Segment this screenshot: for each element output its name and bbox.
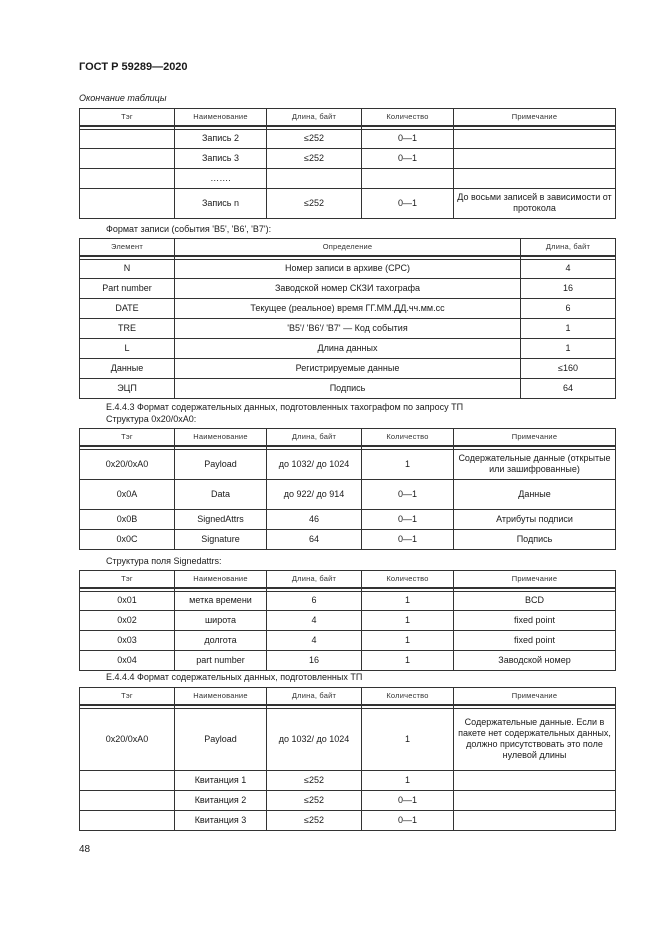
header-cell: Примечание	[454, 688, 616, 705]
header-cell: Примечание	[454, 571, 616, 588]
cell: До восьми записей в зависимости от протокола	[454, 188, 616, 218]
table-row	[80, 509, 616, 529]
cell: 0—1	[362, 509, 454, 529]
cell: до 922/ до 914	[267, 479, 362, 509]
cell	[80, 810, 175, 830]
section-e443-caption: Е.4.4.3 Формат содержательных данных, подготовленных тахографом по запросу ТП	[106, 402, 464, 412]
cell: Data	[175, 479, 267, 509]
header-cell: Тэг	[80, 688, 175, 705]
cell: 0x02	[80, 610, 175, 630]
cell: 0—1	[362, 529, 454, 549]
header-cell: Примечание	[454, 429, 616, 446]
header-cell: Длина, байт	[267, 109, 362, 126]
cell	[454, 770, 616, 790]
table-row	[80, 188, 616, 218]
cell: ≤160	[521, 358, 616, 378]
page-number: 48	[79, 844, 91, 855]
header-cell: Тэг	[80, 429, 175, 446]
cell: 1	[362, 610, 454, 630]
cell: Payload	[175, 449, 267, 479]
table-row	[80, 610, 616, 630]
cell	[454, 168, 616, 188]
table-row	[80, 378, 616, 398]
cell: …….	[175, 168, 267, 188]
header-cell: Примечание	[454, 109, 616, 126]
section-e444-caption: Е.4.4.4 Формат содержательных данных, подготовленных ТП	[106, 672, 363, 682]
cell: ≤252	[267, 188, 362, 218]
cell: 0—1	[362, 129, 454, 148]
cell: 0x03	[80, 630, 175, 650]
cell: 0x20/0xA0	[80, 708, 175, 770]
cell: Signature	[175, 529, 267, 549]
cell: 0x20/0xA0	[80, 449, 175, 479]
cell	[80, 770, 175, 790]
cell: SignedAttrs	[175, 509, 267, 529]
cell	[80, 168, 175, 188]
cell: 1	[362, 630, 454, 650]
cell	[454, 810, 616, 830]
cell: ЭЦП	[80, 378, 175, 398]
table-row	[80, 591, 616, 610]
cell: 0—1	[362, 148, 454, 168]
table-row	[80, 318, 616, 338]
cell: 16	[267, 650, 362, 670]
cell: 1	[362, 708, 454, 770]
cell: 0—1	[362, 188, 454, 218]
table-row	[80, 708, 616, 770]
signedattrs-caption: Структура поля Signedattrs:	[106, 556, 222, 566]
table-row	[80, 650, 616, 670]
cell: Part number	[80, 278, 175, 298]
cell: до 1032/ до 1024	[267, 708, 362, 770]
cell: BCD	[454, 591, 616, 610]
cell	[454, 148, 616, 168]
document-header: ГОСТ Р 59289—2020	[79, 61, 188, 73]
header-cell: Наименование	[175, 109, 267, 126]
cell: 64	[521, 378, 616, 398]
cell: широта	[175, 610, 267, 630]
cell: метка времени	[175, 591, 267, 610]
cell: Подпись	[454, 529, 616, 549]
cell: ≤252	[267, 810, 362, 830]
header-cell: Количество	[362, 688, 454, 705]
cell: 4	[267, 630, 362, 650]
header-cell: Наименование	[175, 429, 267, 446]
header-cell: Тэг	[80, 109, 175, 126]
cell: Данные	[80, 358, 175, 378]
cell: 0—1	[362, 810, 454, 830]
cell: 0x0B	[80, 509, 175, 529]
record-format-caption: Формат записи (события 'B5', 'B6', 'B7'):	[106, 224, 272, 234]
header-cell: Тэг	[80, 571, 175, 588]
cell: Квитанция 2	[175, 790, 267, 810]
cell: 0x04	[80, 650, 175, 670]
table-tp-data	[79, 687, 616, 831]
cell: Атрибуты подписи	[454, 509, 616, 529]
header-cell: Длина, байт	[521, 239, 616, 256]
header-cell: Элемент	[80, 239, 175, 256]
table-row	[80, 298, 616, 318]
table-header-row	[80, 571, 616, 588]
table-row	[80, 168, 616, 188]
header-cell: Наименование	[175, 688, 267, 705]
cell	[454, 790, 616, 810]
cell: fixed point	[454, 630, 616, 650]
header-cell: Количество	[362, 109, 454, 126]
cell	[80, 148, 175, 168]
table-header-row	[80, 688, 616, 705]
table-row	[80, 278, 616, 298]
cell: Длина данных	[175, 338, 521, 358]
cell: Заводской номер СКЗИ тахографа	[175, 278, 521, 298]
cell: 'B5'/ 'B6'/ 'B7' — Код события	[175, 318, 521, 338]
cell: ≤252	[267, 148, 362, 168]
cell: 46	[267, 509, 362, 529]
table-row	[80, 129, 616, 148]
cell: 6	[267, 591, 362, 610]
cell: DATE	[80, 298, 175, 318]
cell: 0x0C	[80, 529, 175, 549]
cell: долгота	[175, 630, 267, 650]
header-cell: Определение	[175, 239, 521, 256]
cell: 0—1	[362, 790, 454, 810]
cell: Запись 3	[175, 148, 267, 168]
cell: 1	[362, 650, 454, 670]
table-row	[80, 338, 616, 358]
cell: Квитанция 3	[175, 810, 267, 830]
cell: 1	[362, 449, 454, 479]
table-row	[80, 449, 616, 479]
table-row	[80, 259, 616, 278]
table-row	[80, 148, 616, 168]
header-cell: Длина, байт	[267, 571, 362, 588]
cell: 16	[521, 278, 616, 298]
cell: Подпись	[175, 378, 521, 398]
header-cell: Длина, байт	[267, 688, 362, 705]
cell: Квитанция 1	[175, 770, 267, 790]
cell	[80, 188, 175, 218]
cell: Запись 2	[175, 129, 267, 148]
header-cell: Наименование	[175, 571, 267, 588]
table-signedattrs	[79, 570, 616, 671]
cell: Payload	[175, 708, 267, 770]
cell	[454, 129, 616, 148]
cell: Номер записи в архиве (СРС)	[175, 259, 521, 278]
cell: N	[80, 259, 175, 278]
header-cell: Количество	[362, 571, 454, 588]
table-row	[80, 529, 616, 549]
table-row	[80, 630, 616, 650]
table-row	[80, 790, 616, 810]
cell	[267, 168, 362, 188]
cell: part number	[175, 650, 267, 670]
table-continuation-caption: Окончание таблицы	[79, 93, 167, 103]
cell: 64	[267, 529, 362, 549]
table-header-row	[80, 429, 616, 446]
cell: L	[80, 338, 175, 358]
cell	[80, 129, 175, 148]
cell	[80, 790, 175, 810]
table-record-format	[79, 238, 616, 399]
table-row	[80, 358, 616, 378]
header-cell: Количество	[362, 429, 454, 446]
table-header-row	[80, 109, 616, 126]
cell: до 1032/ до 1024	[267, 449, 362, 479]
cell: Запись n	[175, 188, 267, 218]
cell: TRE	[80, 318, 175, 338]
cell: 4	[267, 610, 362, 630]
cell: Заводской номер	[454, 650, 616, 670]
cell: 1	[521, 338, 616, 358]
cell: 1	[362, 770, 454, 790]
table-structure-0x20	[79, 428, 616, 550]
cell: Содержательные данные. Если в пакете нет содержательных данных, должно присутствовать это поле нулевой длины	[454, 708, 616, 770]
cell: 6	[521, 298, 616, 318]
cell: 0—1	[362, 479, 454, 509]
structure-caption: Структура 0x20/0xA0:	[106, 414, 197, 424]
cell: ≤252	[267, 129, 362, 148]
cell: fixed point	[454, 610, 616, 630]
cell: Содержательные данные (открытые или зашифрованные)	[454, 449, 616, 479]
cell	[362, 168, 454, 188]
cell: 1	[362, 591, 454, 610]
cell: ≤252	[267, 770, 362, 790]
cell: ≤252	[267, 790, 362, 810]
cell: 0x0A	[80, 479, 175, 509]
cell: 0x01	[80, 591, 175, 610]
cell: 4	[521, 259, 616, 278]
cell: 1	[521, 318, 616, 338]
table-row	[80, 810, 616, 830]
table-row	[80, 770, 616, 790]
cell: Текущее (реальное) время ГГ.ММ.ДД.чч.мм.сс	[175, 298, 521, 318]
table-header-row	[80, 239, 616, 256]
cell: Регистрируемые данные	[175, 358, 521, 378]
table-records-end	[79, 108, 616, 219]
header-cell: Длина, байт	[267, 429, 362, 446]
table-row	[80, 479, 616, 509]
cell: Данные	[454, 479, 616, 509]
